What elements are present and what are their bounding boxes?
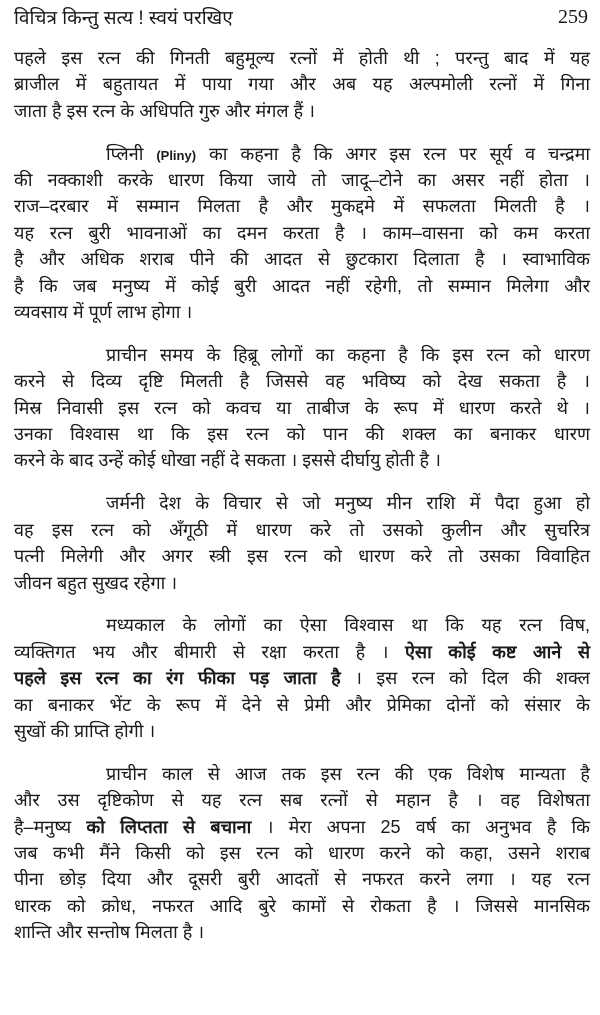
text-line <box>14 395 590 421</box>
text-segment: व्यवसाय में पूर्ण लाभ होगा । <box>14 302 193 323</box>
text-segment: पत्नी मिलेगी और अगर स्त्री इस रत्न को धारण करे तो उसका विवाहित <box>14 546 590 567</box>
text-line <box>14 543 590 569</box>
text-line <box>14 612 590 638</box>
text-line <box>14 517 590 543</box>
text-segment: पीना छोड़ दिया और दूसरी बुरी आदतों से नफरत करने लगा । यह रत्न <box>14 869 590 890</box>
text-line <box>14 220 590 246</box>
text-line <box>14 246 590 272</box>
text-segment: की नक्काशी करके धारण किया जाये तो जादू–टोने का असर नहीं होता । <box>14 170 590 191</box>
text-line <box>14 368 590 394</box>
text-line <box>14 342 590 368</box>
text-segment: पहले इस रत्न की गिनती बहुमूल्य रत्नों में होती थी ; परन्तु बाद में यह <box>14 48 590 68</box>
text-segment: प्राचीन समय के हिब्रू लोगों का कहना है कि इस रत्न को धारण <box>106 344 590 365</box>
paragraph <box>14 612 590 744</box>
text-line <box>14 893 590 919</box>
paragraph <box>14 342 590 474</box>
text-segment: । इस रत्न को दिल की शक्ल <box>340 668 591 689</box>
text-segment: धारक को क्रोध, नफरत आदि बुरे कामों से रोकता है । जिससे मानसिक <box>14 895 590 916</box>
text-line <box>14 490 590 516</box>
text-line <box>14 665 590 691</box>
text-line <box>14 421 590 447</box>
text-segment: मिस्र निवासी इस रत्न को कवच या ताबीज के रूप में धारण करते थे । <box>14 397 590 418</box>
text-line <box>14 692 590 718</box>
text-line <box>14 718 590 744</box>
text-segment: यह रत्न बुरी भावनाओं का दमन करता है । काम–वासना को कम करता <box>14 222 590 243</box>
text-segment: करने के बाद उन्हें कोई धोखा नहीं दे सकता । इससे दीर्घायु होती है । <box>14 450 441 471</box>
bold-text: को लिप्तता से बचाना <box>86 816 252 837</box>
text-line <box>14 787 590 813</box>
paragraph <box>14 141 590 326</box>
text-line <box>14 299 590 325</box>
text-segment: है कि जब मनुष्य में कोई बुरी आदत नहीं रहेगी, तो सम्मान मिलेगा और <box>14 275 590 296</box>
bold-text: ऐसा कोई कष्ट आने से <box>404 641 590 662</box>
text-segment: (Pliny) <box>156 147 197 163</box>
text-line <box>14 273 590 299</box>
text-line <box>14 919 590 945</box>
text-segment: का बनाकर भेंट के रूप में देने से प्रेमी और प्रेमिका दोनों को संसार के <box>14 694 590 715</box>
text-line <box>14 570 590 596</box>
text-segment: मध्यकाल के लोगों का ऐसा विश्वास था कि यह रत्न विष, <box>106 615 590 636</box>
text-segment: का कहना है कि अगर इस रत्न पर सूर्य व चन्द्रमा <box>196 143 590 164</box>
text-segment: व्यक्तिगत भय और बीमारी से रक्षा करता है । <box>14 641 405 662</box>
text-segment: है और अधिक शराब पीने की आदत से छुटकारा दिलाता है । स्वाभाविक <box>14 249 590 270</box>
text-line <box>14 71 590 97</box>
text-line <box>14 814 590 840</box>
page-number: 259 <box>558 5 588 28</box>
text-segment: प्राचीन काल से आज तक इस रत्न की एक विशेष मान्यता है <box>106 763 590 784</box>
text-segment: वह इस रत्न को अँगूठी में धारण करे तो उसको कुलीन और सुचरित्र <box>14 519 590 540</box>
text-segment: और उस दृष्टिकोण से यह रत्न सब रत्नों से महान है । वह विशेषता <box>14 790 590 811</box>
text-segment: राज–दरबार में सम्मान मिलता है और मुकद्दमे में सफलता मिलती है । <box>14 196 590 217</box>
bold-text: पहले इस रत्न का रंग फीका पड़ जाता है <box>14 668 341 689</box>
running-title: विचित्र किन्तु सत्य ! स्वयं परखिए <box>14 8 233 29</box>
body-text <box>14 45 590 962</box>
text-segment: करने से दिव्य दृष्टि मिलती है जिससे वह भविष्य को देख सकता है । <box>14 371 590 392</box>
text-line <box>14 193 590 219</box>
text-line <box>14 141 590 167</box>
text-segment: । मेरा अपना 25 वर्ष का अनुभव है कि <box>251 816 590 837</box>
page-header <box>14 2 588 32</box>
text-segment: जीवन बहुत सुखद रहेगा । <box>14 572 178 593</box>
text-segment: जर्मनी देश के विचार से जो मनुष्य मीन राशि में पैदा हुआ हो <box>106 493 590 514</box>
text-line <box>14 866 590 892</box>
text-segment: ब्राजील में बहुतायत में पाया गया और अब यह अल्पमोली रत्नों में गिना <box>14 74 590 95</box>
paragraph <box>14 45 590 124</box>
paragraph <box>14 761 590 946</box>
text-segment: जाता है इस रत्न के अधिपति गुरु और मंगल हैं । <box>14 100 316 121</box>
text-line <box>14 761 590 787</box>
text-line <box>14 98 590 124</box>
text-line <box>14 840 590 866</box>
text-line <box>14 447 590 473</box>
text-segment: है–मनुष्य <box>14 816 87 837</box>
text-segment: प्लिनी <box>106 143 157 164</box>
text-segment: उनका विश्वास था कि इस रत्न को पान की शक्ल का बनाकर धारण <box>14 424 590 445</box>
paragraph <box>14 490 590 596</box>
text-line <box>14 167 590 193</box>
text-line <box>14 45 590 71</box>
text-segment: शान्ति और सन्तोष मिलता है । <box>14 922 205 943</box>
text-segment: सुखों की प्राप्ति होगी । <box>14 720 156 741</box>
text-segment: जब कभी मैंने किसी को इस रत्न को धारण करने को कहा, उसने शराब <box>14 843 590 864</box>
text-line <box>14 639 590 665</box>
